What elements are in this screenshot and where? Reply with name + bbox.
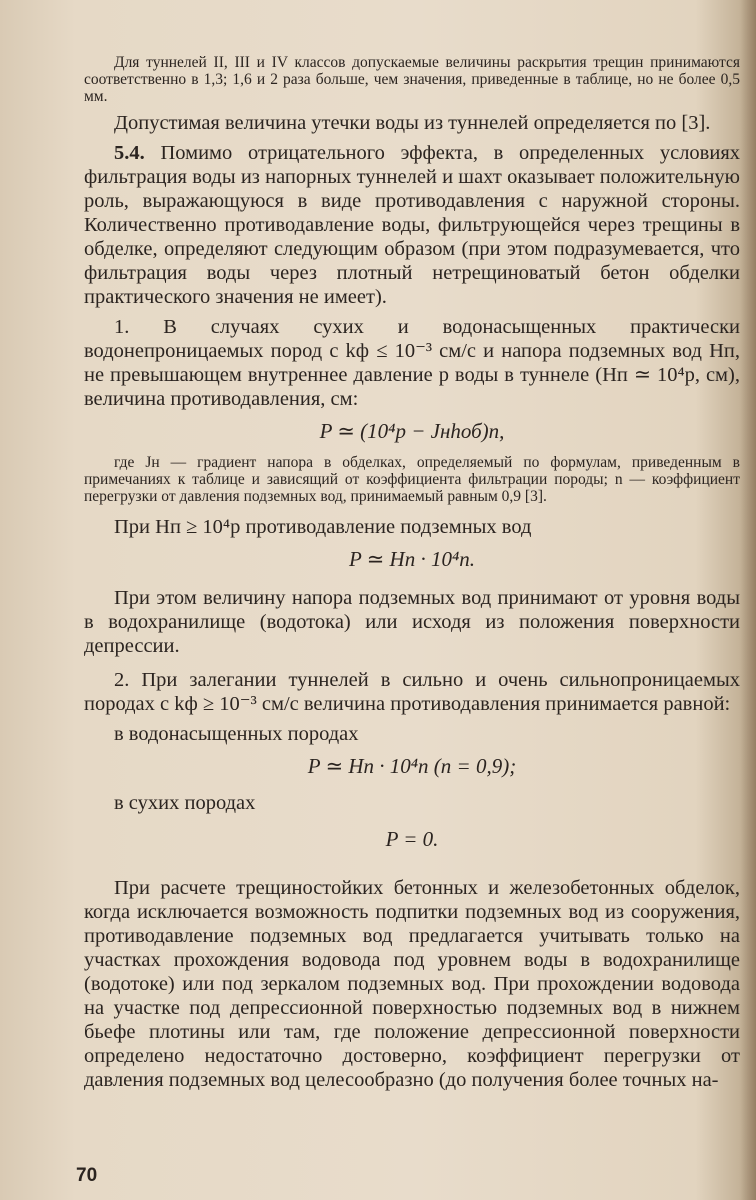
formula-3: P ≃ Hп · 10⁴n (n = 0,9); [307,754,517,778]
formula-1-explanation: где Jн — градиент напора в обделках, определяемый по формулам, приведенным в примечаниях к таблице и зависящий от коэффициента фильтрации породы; n — коэффициент перегрузки от давления подземных вод, принимаемый равным 0,9 [3]. [84,454,740,505]
table-footnote: Для туннелей II, III и IV классов допускаемые величины раскрытия трещин принимаются соответственно в 1,3; 1,6 и 2 раза больше, чем значения, приведенные в таблице, но не более 0,5 мм. [84,54,740,105]
when-line: При Hп ≥ 10⁴p противодавление подземных вод [114,516,532,538]
leakage-paragraph: Допустимая величина утечки воды из туннелей определяется по [3]. [114,112,711,134]
formula-4: P = 0. [385,827,439,851]
formula-1: P ≃ (10⁴p − Jнhоб)n, [319,419,505,443]
page-number: 70 [76,1165,98,1186]
water-level-paragraph: При этом величину напора подземных вод принимают от уровня воды в водохранилище (водотока) или исходя из положения поверхности депрессии. [84,587,740,657]
formula-2: P ≃ Hп · 10⁴n. [348,547,475,571]
section-5-4-text: Помимо отрицательного эффекта, в определенных условиях фильтрация воды из напорных туннелей и шахт оказывает положительную роль, выражающуюся в виде противодавления с наружной стороны. Количественно противодавление воды, фильтрующейся через трещины в обделке, определяют следующим образом (при этом подразумевается, что фильтрация воды через плотный нетрещиноватый бетон обделки практического значения не имеет). [84,142,741,308]
section-5-4-paragraph [84,141,740,309]
item-2-paragraph: 2. При залегании туннелей в сильно и очень сильнопроницаемых породах с kф ≥ 10⁻³ см/с величина противодавления принимается равной: [84,669,740,715]
page-content [84,54,740,1092]
label-saturated-rocks: в водонасыщенных породах [114,723,359,745]
page-edge-shadow [740,0,756,1200]
calculation-paragraph: При расчете трещиностойких бетонных и железобетонных обделок, когда исключается возможность подпитки подземных вод из сооружения, противодавление подземных вод предлагается учитывать только на участках прохождения водовода под уровнем воды в водохранилище (водотоке) или под зеркалом подземных вод. При прохождении водовода на участке под депрессионной поверхностью подземных вод в нижнем бьефе плотины или там, где положение депрессионной поверхности определено недостаточно достоверно, коэффициент перегрузки от давления подземных вод целесообразно (до получения более точных на- [84,877,740,1091]
label-dry-rocks: в сухих породах [114,792,256,814]
section-number: 5.4. [114,142,145,164]
item-1-paragraph: 1. В случаях сухих и водонасыщенных практически водонепроницаемых пород с kф ≤ 10⁻³ см/с и напора подземных вод Hп, не превышающем внутреннее давление p воды в туннеле (Hп ≃ 10⁴p, см), величина противодавления, см: [84,316,740,410]
